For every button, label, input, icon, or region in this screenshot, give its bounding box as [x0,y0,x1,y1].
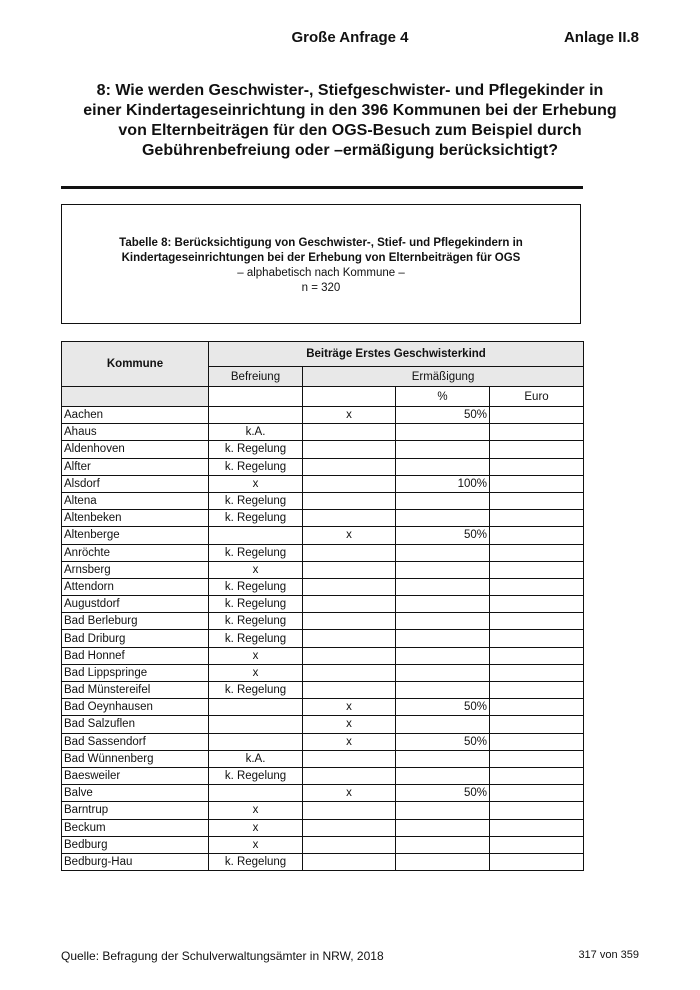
cell-percent [396,510,490,527]
table-body [62,407,584,871]
cell-percent [396,819,490,836]
cell-percent [396,853,490,870]
cell-befreiung: x [209,561,303,578]
table-row [62,475,584,492]
document-annex-label: Anlage II.8 [563,29,639,46]
cell-ermaessigung [303,767,396,784]
cell-euro [490,492,584,509]
cell-percent [396,544,490,561]
cell-euro [490,407,584,424]
cell-befreiung [209,785,303,802]
cell-ermaessigung [303,664,396,681]
cell-ermaessigung [303,561,396,578]
cell-kommune: Alsdorf [62,475,209,492]
cell-kommune: Aldenhoven [62,441,209,458]
header-empty-cell [303,387,396,407]
table-row [62,544,584,561]
table-row [62,424,584,441]
cell-euro [490,785,584,802]
cell-euro [490,596,584,613]
cell-kommune: Anröchte [62,544,209,561]
question-line: von Elternbeiträgen für den OGS-Besuch zum Beispiel durch [118,122,582,139]
table-row [62,510,584,527]
cell-kommune: Ahaus [62,424,209,441]
cell-ermaessigung [303,544,396,561]
cell-percent [396,716,490,733]
question-line: Gebührenbefreiung oder –ermäßigung berücksichtigt? [141,142,559,159]
table-row [62,578,584,595]
table-row [62,492,584,509]
cell-befreiung [209,716,303,733]
table-row [62,647,584,664]
cell-kommune: Balve [62,785,209,802]
cell-euro [490,767,584,784]
cell-befreiung: x [209,475,303,492]
cell-percent [396,458,490,475]
table-row [62,836,584,853]
cell-percent [396,664,490,681]
cell-befreiung: k.A. [209,750,303,767]
cell-ermaessigung: x [303,527,396,544]
cell-euro [490,699,584,716]
cell-kommune: Bad Sassendorf [62,733,209,750]
cell-percent [396,630,490,647]
cell-percent [396,647,490,664]
header-empty-cell [209,387,303,407]
cell-kommune: Altena [62,492,209,509]
cell-ermaessigung: x [303,699,396,716]
cell-kommune: Bedburg-Hau [62,853,209,870]
table-row [62,819,584,836]
cell-percent: 50% [396,733,490,750]
cell-euro [490,475,584,492]
caption-title-line: Tabelle 8: Berücksichtigung von Geschwister-, Stief- und Pflegekindern in [119,237,523,249]
table-row [62,767,584,784]
cell-befreiung [209,527,303,544]
cell-euro [490,750,584,767]
cell-ermaessigung: x [303,785,396,802]
cell-ermaessigung [303,424,396,441]
cell-percent [396,424,490,441]
cell-percent [396,613,490,630]
header-euro: Euro [490,387,584,407]
cell-ermaessigung [303,596,396,613]
cell-euro [490,424,584,441]
cell-euro [490,664,584,681]
cell-ermaessigung [303,578,396,595]
table-row [62,561,584,578]
cell-befreiung: k. Regelung [209,682,303,699]
cell-percent: 50% [396,699,490,716]
cell-befreiung: k. Regelung [209,630,303,647]
header-ermaessigung: Ermäßigung [303,367,584,387]
contributions-table [61,341,584,871]
cell-befreiung: x [209,647,303,664]
table-row [62,750,584,767]
cell-kommune: Bedburg [62,836,209,853]
cell-ermaessigung [303,750,396,767]
cell-kommune: Aachen [62,407,209,424]
cell-kommune: Baesweiler [62,767,209,784]
cell-ermaessigung [303,802,396,819]
cell-ermaessigung [303,682,396,699]
cell-percent [396,596,490,613]
cell-ermaessigung [303,853,396,870]
cell-percent: 50% [396,527,490,544]
cell-befreiung: k. Regelung [209,441,303,458]
cell-percent: 100% [396,475,490,492]
cell-percent [396,578,490,595]
cell-euro [490,578,584,595]
table-row [62,630,584,647]
cell-befreiung: x [209,664,303,681]
header-percent: % [396,387,490,407]
section-divider [61,186,583,189]
cell-euro [490,613,584,630]
cell-kommune: Altenbeken [62,510,209,527]
caption-subtitle: – alphabetisch nach Kommune – [237,267,405,279]
cell-ermaessigung [303,647,396,664]
cell-ermaessigung [303,458,396,475]
cell-befreiung: k. Regelung [209,578,303,595]
cell-percent: 50% [396,407,490,424]
cell-befreiung: k. Regelung [209,544,303,561]
cell-euro [490,561,584,578]
cell-kommune: Bad Salzuflen [62,716,209,733]
cell-kommune: Arnsberg [62,561,209,578]
cell-befreiung [209,407,303,424]
header-befreiung: Befreiung [209,367,303,387]
cell-befreiung: k. Regelung [209,613,303,630]
cell-percent [396,561,490,578]
table-caption-box [61,204,581,324]
cell-ermaessigung [303,510,396,527]
cell-befreiung: k. Regelung [209,510,303,527]
cell-percent [396,441,490,458]
page-number: 317 von 359 [578,949,639,961]
cell-befreiung [209,733,303,750]
cell-befreiung: k. Regelung [209,492,303,509]
question-line: 8: Wie werden Geschwister-, Stiefgeschwister- und Pflegekinder in [96,82,604,99]
header-empty-cell [62,387,209,407]
cell-kommune: Bad Oeynhausen [62,699,209,716]
cell-ermaessigung [303,441,396,458]
cell-percent [396,767,490,784]
cell-befreiung: k. Regelung [209,853,303,870]
source-note: Quelle: Befragung der Schulverwaltungsämter in NRW, 2018 [61,949,384,963]
header-kommune: Kommune [62,342,209,387]
cell-befreiung: k. Regelung [209,596,303,613]
cell-befreiung: k. Regelung [209,767,303,784]
cell-percent [396,750,490,767]
cell-kommune: Bad Honnef [62,647,209,664]
cell-percent [396,492,490,509]
table-row [62,527,584,544]
cell-ermaessigung: x [303,716,396,733]
cell-kommune: Attendorn [62,578,209,595]
cell-euro [490,458,584,475]
table-row [62,596,584,613]
cell-befreiung [209,699,303,716]
question-heading [40,81,660,161]
table-row [62,699,584,716]
cell-euro [490,647,584,664]
cell-euro [490,836,584,853]
cell-ermaessigung: x [303,407,396,424]
cell-kommune: Beckum [62,819,209,836]
cell-euro [490,853,584,870]
cell-euro [490,733,584,750]
document-header-title: Große Anfrage 4 [291,29,409,46]
table-row [62,785,584,802]
cell-euro [490,527,584,544]
table-row [62,613,584,630]
table-row [62,802,584,819]
cell-kommune: Altenberge [62,527,209,544]
table-row [62,458,584,475]
cell-ermaessigung [303,492,396,509]
cell-kommune: Bad Lippspringe [62,664,209,681]
table-row [62,664,584,681]
cell-euro [490,819,584,836]
cell-ermaessigung [303,836,396,853]
cell-percent: 50% [396,785,490,802]
cell-kommune: Bad Berleburg [62,613,209,630]
cell-befreiung: x [209,819,303,836]
cell-ermaessigung [303,613,396,630]
cell-ermaessigung [303,630,396,647]
cell-kommune: Bad Wünnenberg [62,750,209,767]
table-row [62,407,584,424]
cell-euro [490,544,584,561]
cell-kommune: Augustdorf [62,596,209,613]
cell-euro [490,441,584,458]
cell-ermaessigung [303,819,396,836]
cell-ermaessigung [303,475,396,492]
cell-ermaessigung: x [303,733,396,750]
cell-percent [396,802,490,819]
cell-befreiung: k. Regelung [209,458,303,475]
cell-percent [396,682,490,699]
cell-befreiung: k.A. [209,424,303,441]
table-row [62,441,584,458]
cell-euro [490,802,584,819]
header-group-sibling-fees: Beiträge Erstes Geschwisterkind [209,342,584,367]
cell-kommune: Barntrup [62,802,209,819]
cell-befreiung: x [209,802,303,819]
table-row [62,682,584,699]
cell-euro [490,716,584,733]
cell-percent [396,836,490,853]
cell-kommune: Bad Driburg [62,630,209,647]
table-row [62,733,584,750]
cell-euro [490,630,584,647]
question-line: einer Kindertageseinrichtung in den 396 Kommunen bei der Erhebung [83,102,617,119]
cell-euro [490,510,584,527]
cell-befreiung: x [209,836,303,853]
table-row [62,853,584,870]
table-row [62,716,584,733]
cell-kommune: Bad Münstereifel [62,682,209,699]
cell-kommune: Alfter [62,458,209,475]
cell-euro [490,682,584,699]
caption-title-line: Kindertageseinrichtungen bei der Erhebung von Elternbeiträgen für OGS [121,252,521,264]
caption-sample-size: n = 320 [301,282,341,294]
